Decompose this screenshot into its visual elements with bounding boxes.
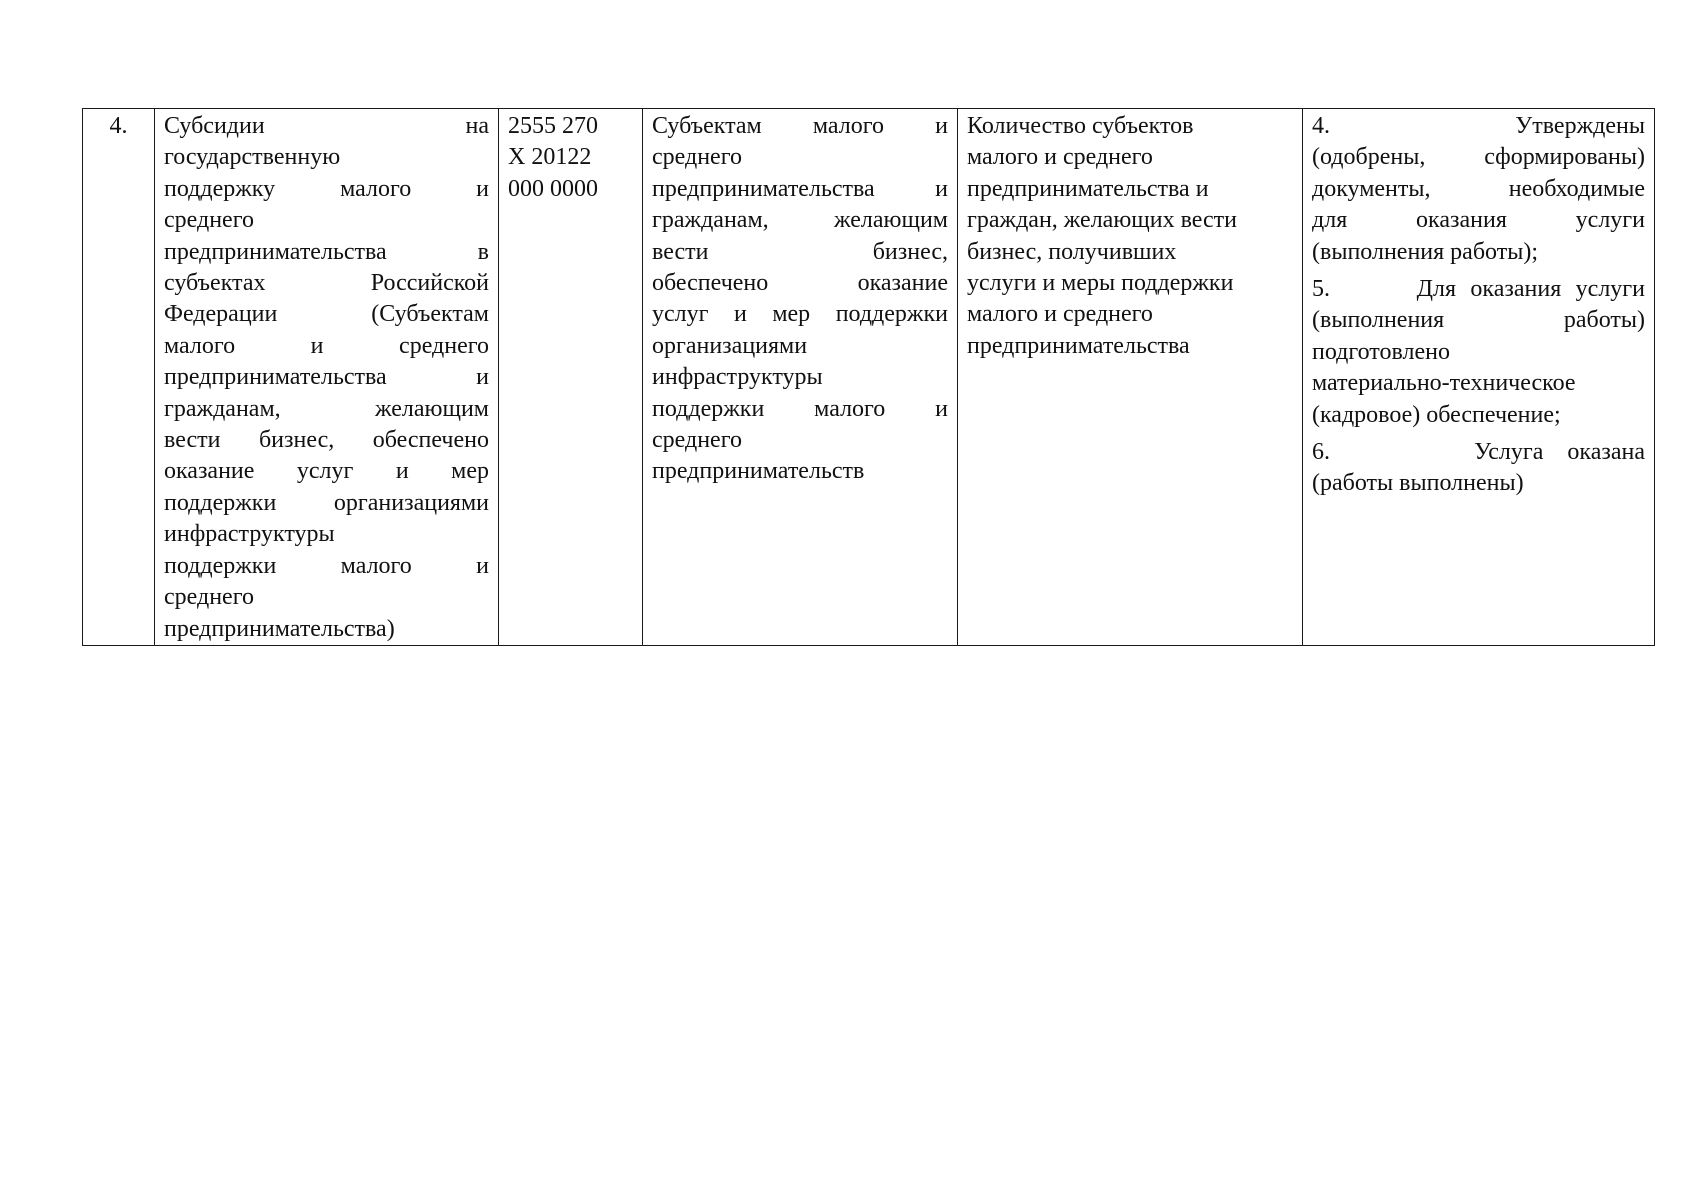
subsidy-name-line: среднего xyxy=(164,584,254,611)
subsidy-name-cell xyxy=(155,109,499,646)
budget-code-line: Х 20122 xyxy=(508,144,592,171)
budget-code-line: 000 0000 xyxy=(508,175,598,202)
stage-item xyxy=(1312,111,1645,268)
stage-line: для оказания услуги xyxy=(1312,207,1645,234)
stage-line: материально-техническое xyxy=(1312,370,1576,397)
subsidy-name-line: государственную xyxy=(164,144,341,171)
document-table xyxy=(82,108,1655,646)
row-number-cell xyxy=(83,109,155,646)
subsidy-name-line: малого и среднего xyxy=(164,332,489,359)
indicator-line: услуги и меры поддержки xyxy=(967,270,1234,297)
result-line: среднего xyxy=(652,144,742,171)
stage-line: (выполнения работы) xyxy=(1312,307,1645,334)
indicator-line: предпринимательства и xyxy=(967,175,1209,202)
subsidy-name-line: Субсидии на xyxy=(164,113,489,139)
stages-cell xyxy=(1303,109,1655,646)
budget-code-cell xyxy=(499,109,643,646)
stage-line: документы, необходимые xyxy=(1312,175,1645,202)
stage-line: (работы выполнены) xyxy=(1312,470,1524,497)
stage-item xyxy=(1312,274,1645,431)
budget-code-line: 2555 270 xyxy=(508,113,598,139)
subsidy-name-line: оказание услуг и мер xyxy=(164,458,489,485)
stage-line: (кадровое) обеспечение; xyxy=(1312,401,1561,428)
subsidy-name-line: инфраструктуры xyxy=(164,521,335,548)
indicator-cell xyxy=(958,109,1303,646)
result-line: инфраструктуры xyxy=(652,364,823,391)
subsidy-name-line: предпринимательства) xyxy=(164,615,395,642)
indicator-line: бизнес, получивших xyxy=(967,238,1177,265)
subsidy-name-line: предпринимательства и xyxy=(164,364,489,391)
stage-line: 5. Для оказания услуги xyxy=(1312,276,1645,303)
subsidy-name-line: поддержки малого и xyxy=(164,552,489,579)
result-line: вести бизнес, xyxy=(652,238,948,265)
indicator-line: малого и среднего xyxy=(967,301,1153,328)
subsidy-name-line: поддержку малого и xyxy=(164,175,489,202)
row-number: 4. xyxy=(109,113,128,139)
result-line: Субъектам малого и xyxy=(652,113,948,139)
subsidy-name-line: среднего xyxy=(164,207,254,234)
stage-line: подготовлено xyxy=(1312,338,1450,365)
stage-line: (одобрены, сформированы) xyxy=(1312,144,1645,171)
result-cell xyxy=(643,109,958,646)
stage-item xyxy=(1312,437,1645,500)
result-line: организациями xyxy=(652,332,808,359)
subsidy-name-line: поддержки организациями xyxy=(164,489,489,516)
subsidy-name-line: субъектах Российской xyxy=(164,270,489,297)
result-line: услуг и мер поддержки xyxy=(652,301,948,328)
result-line: предпринимательств xyxy=(652,458,865,485)
indicator-line: Количество субъектов xyxy=(967,113,1194,139)
result-line: обеспечено оказание xyxy=(652,270,948,297)
result-line: среднего xyxy=(652,427,742,454)
result-line: поддержки малого и xyxy=(652,395,948,422)
subsidy-name-line: предпринимательства в xyxy=(164,238,489,265)
stage-line: 6. Услуга оказана xyxy=(1312,439,1645,466)
subsidy-name-line: Федерации (Субъектам xyxy=(164,301,489,328)
table-row xyxy=(83,109,1655,646)
indicator-line: предпринимательства xyxy=(967,332,1190,359)
result-line: гражданам, желающим xyxy=(652,207,948,234)
indicator-line: малого и среднего xyxy=(967,144,1153,171)
stage-line: (выполнения работы); xyxy=(1312,238,1538,265)
subsidy-name-line: вести бизнес, обеспечено xyxy=(164,427,489,454)
result-line: предпринимательства и xyxy=(652,175,948,202)
indicator-line: граждан, желающих вести xyxy=(967,207,1238,234)
stage-line: 4. Утверждены xyxy=(1312,113,1645,139)
subsidy-name-line: гражданам, желающим xyxy=(164,395,489,422)
